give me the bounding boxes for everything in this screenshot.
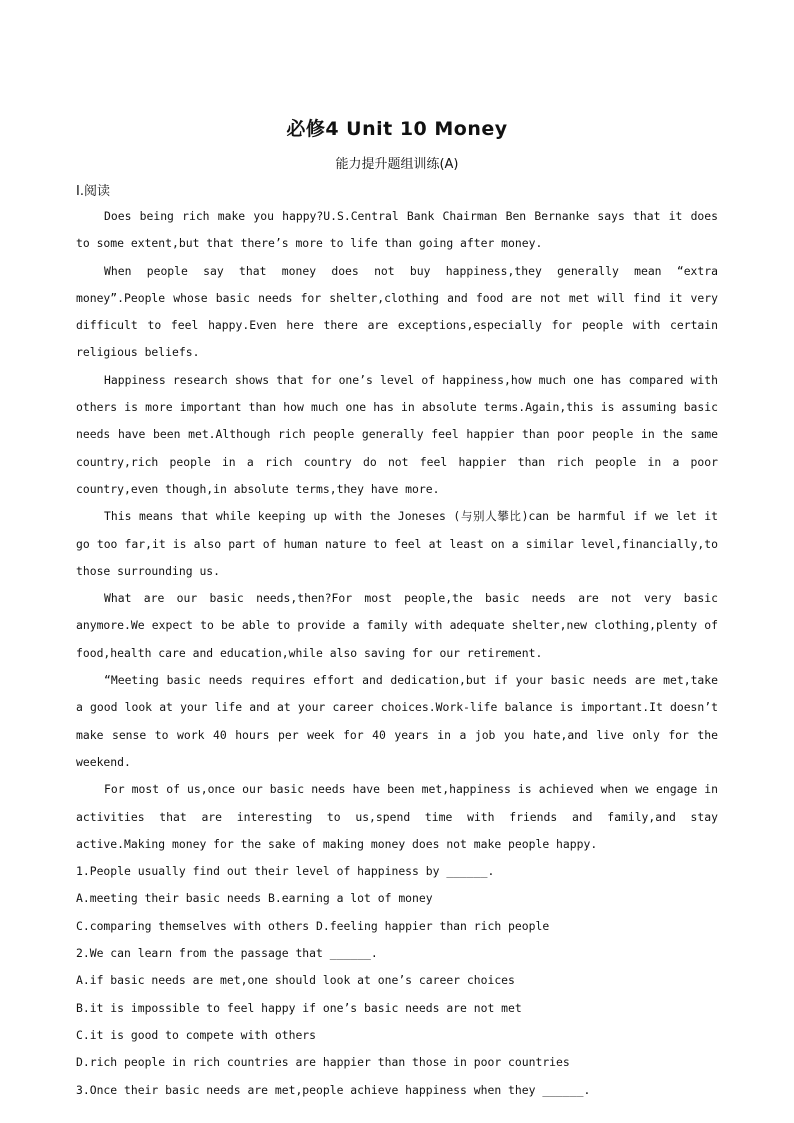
question-2-option-a: A.if basic needs are met,one should look at one’s career choices — [76, 973, 515, 988]
page-title: 必修4 Unit 10 Money — [286, 118, 508, 140]
paragraph: Happiness research shows that for one’s level of happiness,how much one has compared with others is more important than how much one has in absolute terms.Again,this is assuming basic needs have been met.Although rich people generally feel happier than poor people in the same country,rich people in a rich country do not feel happier than rich people in a poor country,even though,in absolute terms,they have more. — [76, 372, 718, 496]
paragraph: This means that while keeping up with the Joneses (与别人攀比)can be harmful if we let it go too far,it is also part of human nature to feel at least on a similar level,financially,to those surrounding us. — [76, 509, 718, 578]
paragraph: What are our basic needs,then?For most people,the basic needs are not very basic anymore.We expect to be able to provide a family with adequate shelter,new clothing,plenty of food,health care and education,while also saving for our retirement. — [76, 591, 718, 660]
paragraph: When people say that money does not buy happiness,they generally mean “extra money”.People whose basic needs for shelter,clothing and food are not met will find it very difficult to feel happy.Even here there are exceptions,especially for people with certain religious beliefs. — [76, 263, 718, 360]
question-3: 3.Once their basic needs are met,people achieve happiness when they ______. — [76, 1082, 591, 1097]
paragraph: Does being rich make you happy?U.S.Central Bank Chairman Ben Bernanke says that it does to some extent,but that there’s more to life than going after money. — [76, 209, 718, 251]
paragraph: For most of us,once our basic needs have been met,happiness is achieved when we engage in activities that are interesting to us,spend time with friends and family,and stay active.Making money for the sake of making money does not make people happy. — [76, 782, 718, 851]
question-2-option-d: D.rich people in rich countries are happier than those in poor countries — [76, 1055, 570, 1070]
paragraph: “Meeting basic needs requires effort and dedication,but if your basic needs are met,take a good look at your life and at your career choices.Work-life balance is important.It doesn’t make sense to work 40 hours per week for 40 years in a job you hate,and live only for the weekend. — [76, 673, 718, 769]
question-2-option-b: B.it is impossible to feel happy if one’s basic needs are not met — [76, 1000, 522, 1015]
question-2-option-c: C.it is good to compete with others — [76, 1027, 317, 1042]
reading-passage — [76, 203, 718, 1104]
question-1: 1.People usually find out their level of happiness by ______. — [76, 864, 495, 879]
question-1-options-cd: C.comparing themselves with others D.feeling happier than rich people — [76, 918, 550, 933]
question-1-options-ab: A.meeting their basic needs B.earning a lot of money — [76, 891, 433, 906]
question-2: 2.We can learn from the passage that ______. — [76, 946, 378, 961]
section-heading: Ⅰ.阅读 — [76, 184, 110, 199]
page-subtitle: 能力提升题组训练(A) — [335, 157, 459, 172]
